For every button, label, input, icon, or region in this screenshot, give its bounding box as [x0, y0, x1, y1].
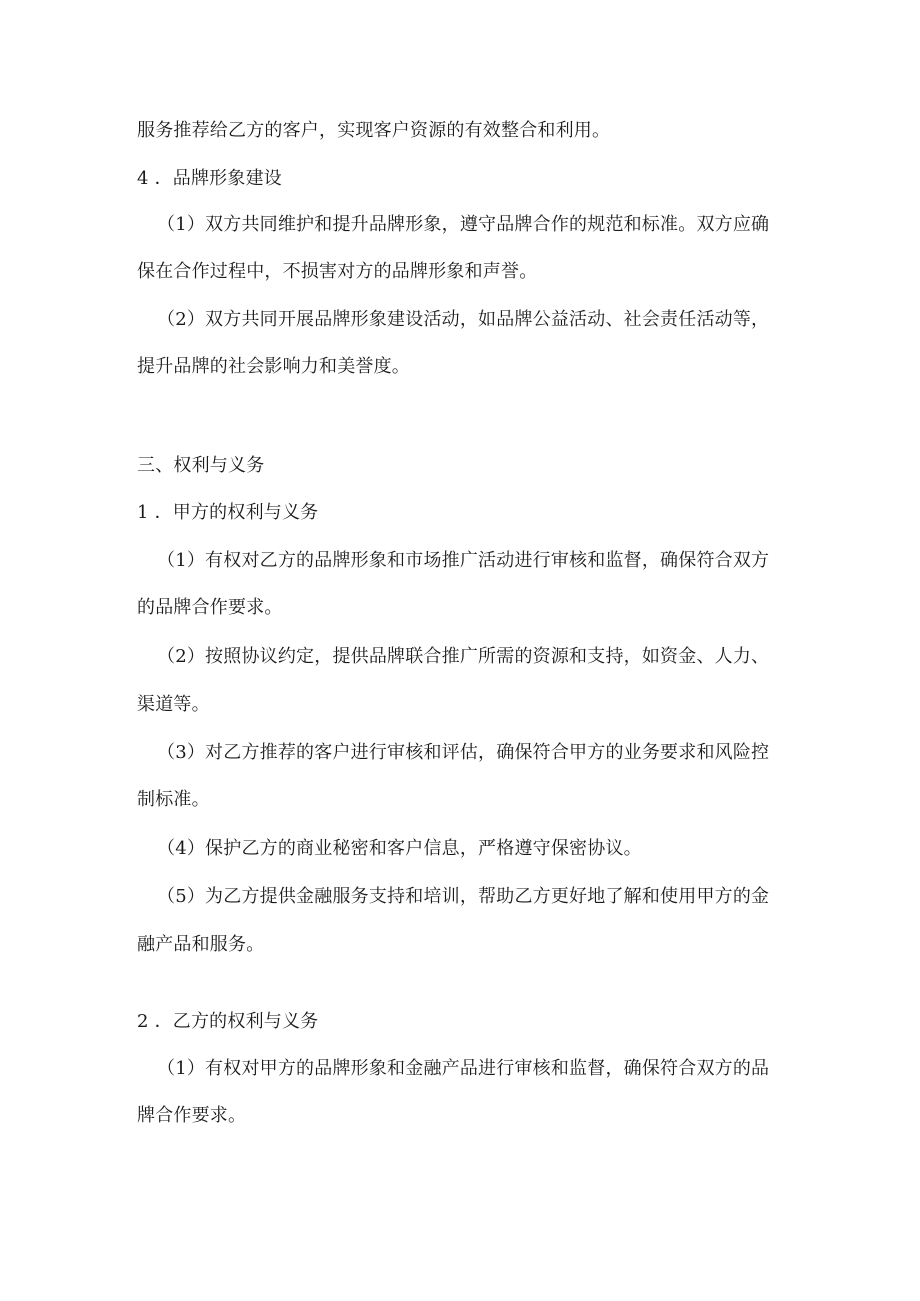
paragraph-line: （4）保护乙方的商业秘密和客户信息，严格遵守保密协议。 — [157, 838, 642, 859]
paragraph-line: （2）双方共同开展品牌形象建设活动，如品牌公益活动、社会责任活动等， — [157, 309, 770, 330]
paragraph-line: 渠道等。 — [137, 694, 210, 715]
paragraph-line: 融产品和服务。 — [137, 934, 265, 955]
paragraph-line: 的品牌合作要求。 — [137, 597, 283, 618]
paragraph-line: （1）双方共同维护和提升品牌形象，遵守品牌合作的规范和标准。双方应确 — [157, 214, 770, 235]
paragraph-line: 制标准。 — [137, 789, 210, 810]
paragraph-line: 提升品牌的社会影响力和美誉度。 — [137, 356, 410, 377]
paragraph-line: 牌合作要求。 — [137, 1105, 247, 1126]
paragraph-line: （1）有权对乙方的品牌形象和市场推广活动进行审核和监督，确保符合双方 — [157, 550, 770, 571]
section-heading-rights-obligations: 三、权利与义务 — [137, 455, 265, 476]
subheading-party-b: 2 ．乙方的权利与义务 — [137, 1011, 319, 1032]
subheading-party-a: 1 ．甲方的权利与义务 — [137, 502, 319, 523]
paragraph-line: （5）为乙方提供金融服务支持和培训，帮助乙方更好地了解和使用甲方的金 — [157, 886, 770, 907]
paragraph-line: （1）有权对甲方的品牌形象和金融产品进行审核和监督，确保符合双方的品 — [157, 1058, 770, 1079]
paragraph-line: 服务推荐给乙方的客户，实现客户资源的有效整合和利用。 — [137, 120, 611, 141]
paragraph-line: （3）对乙方推荐的客户进行审核和评估，确保符合甲方的业务要求和风险控 — [157, 742, 770, 763]
paragraph-line: （2）按照协议约定，提供品牌联合推广所需的资源和支持，如资金、人力、 — [157, 646, 770, 667]
paragraph-line: 保在合作过程中，不损害对方的品牌形象和声誉。 — [137, 261, 538, 282]
subheading-brand-image: 4 ．品牌形象建设 — [137, 168, 282, 189]
